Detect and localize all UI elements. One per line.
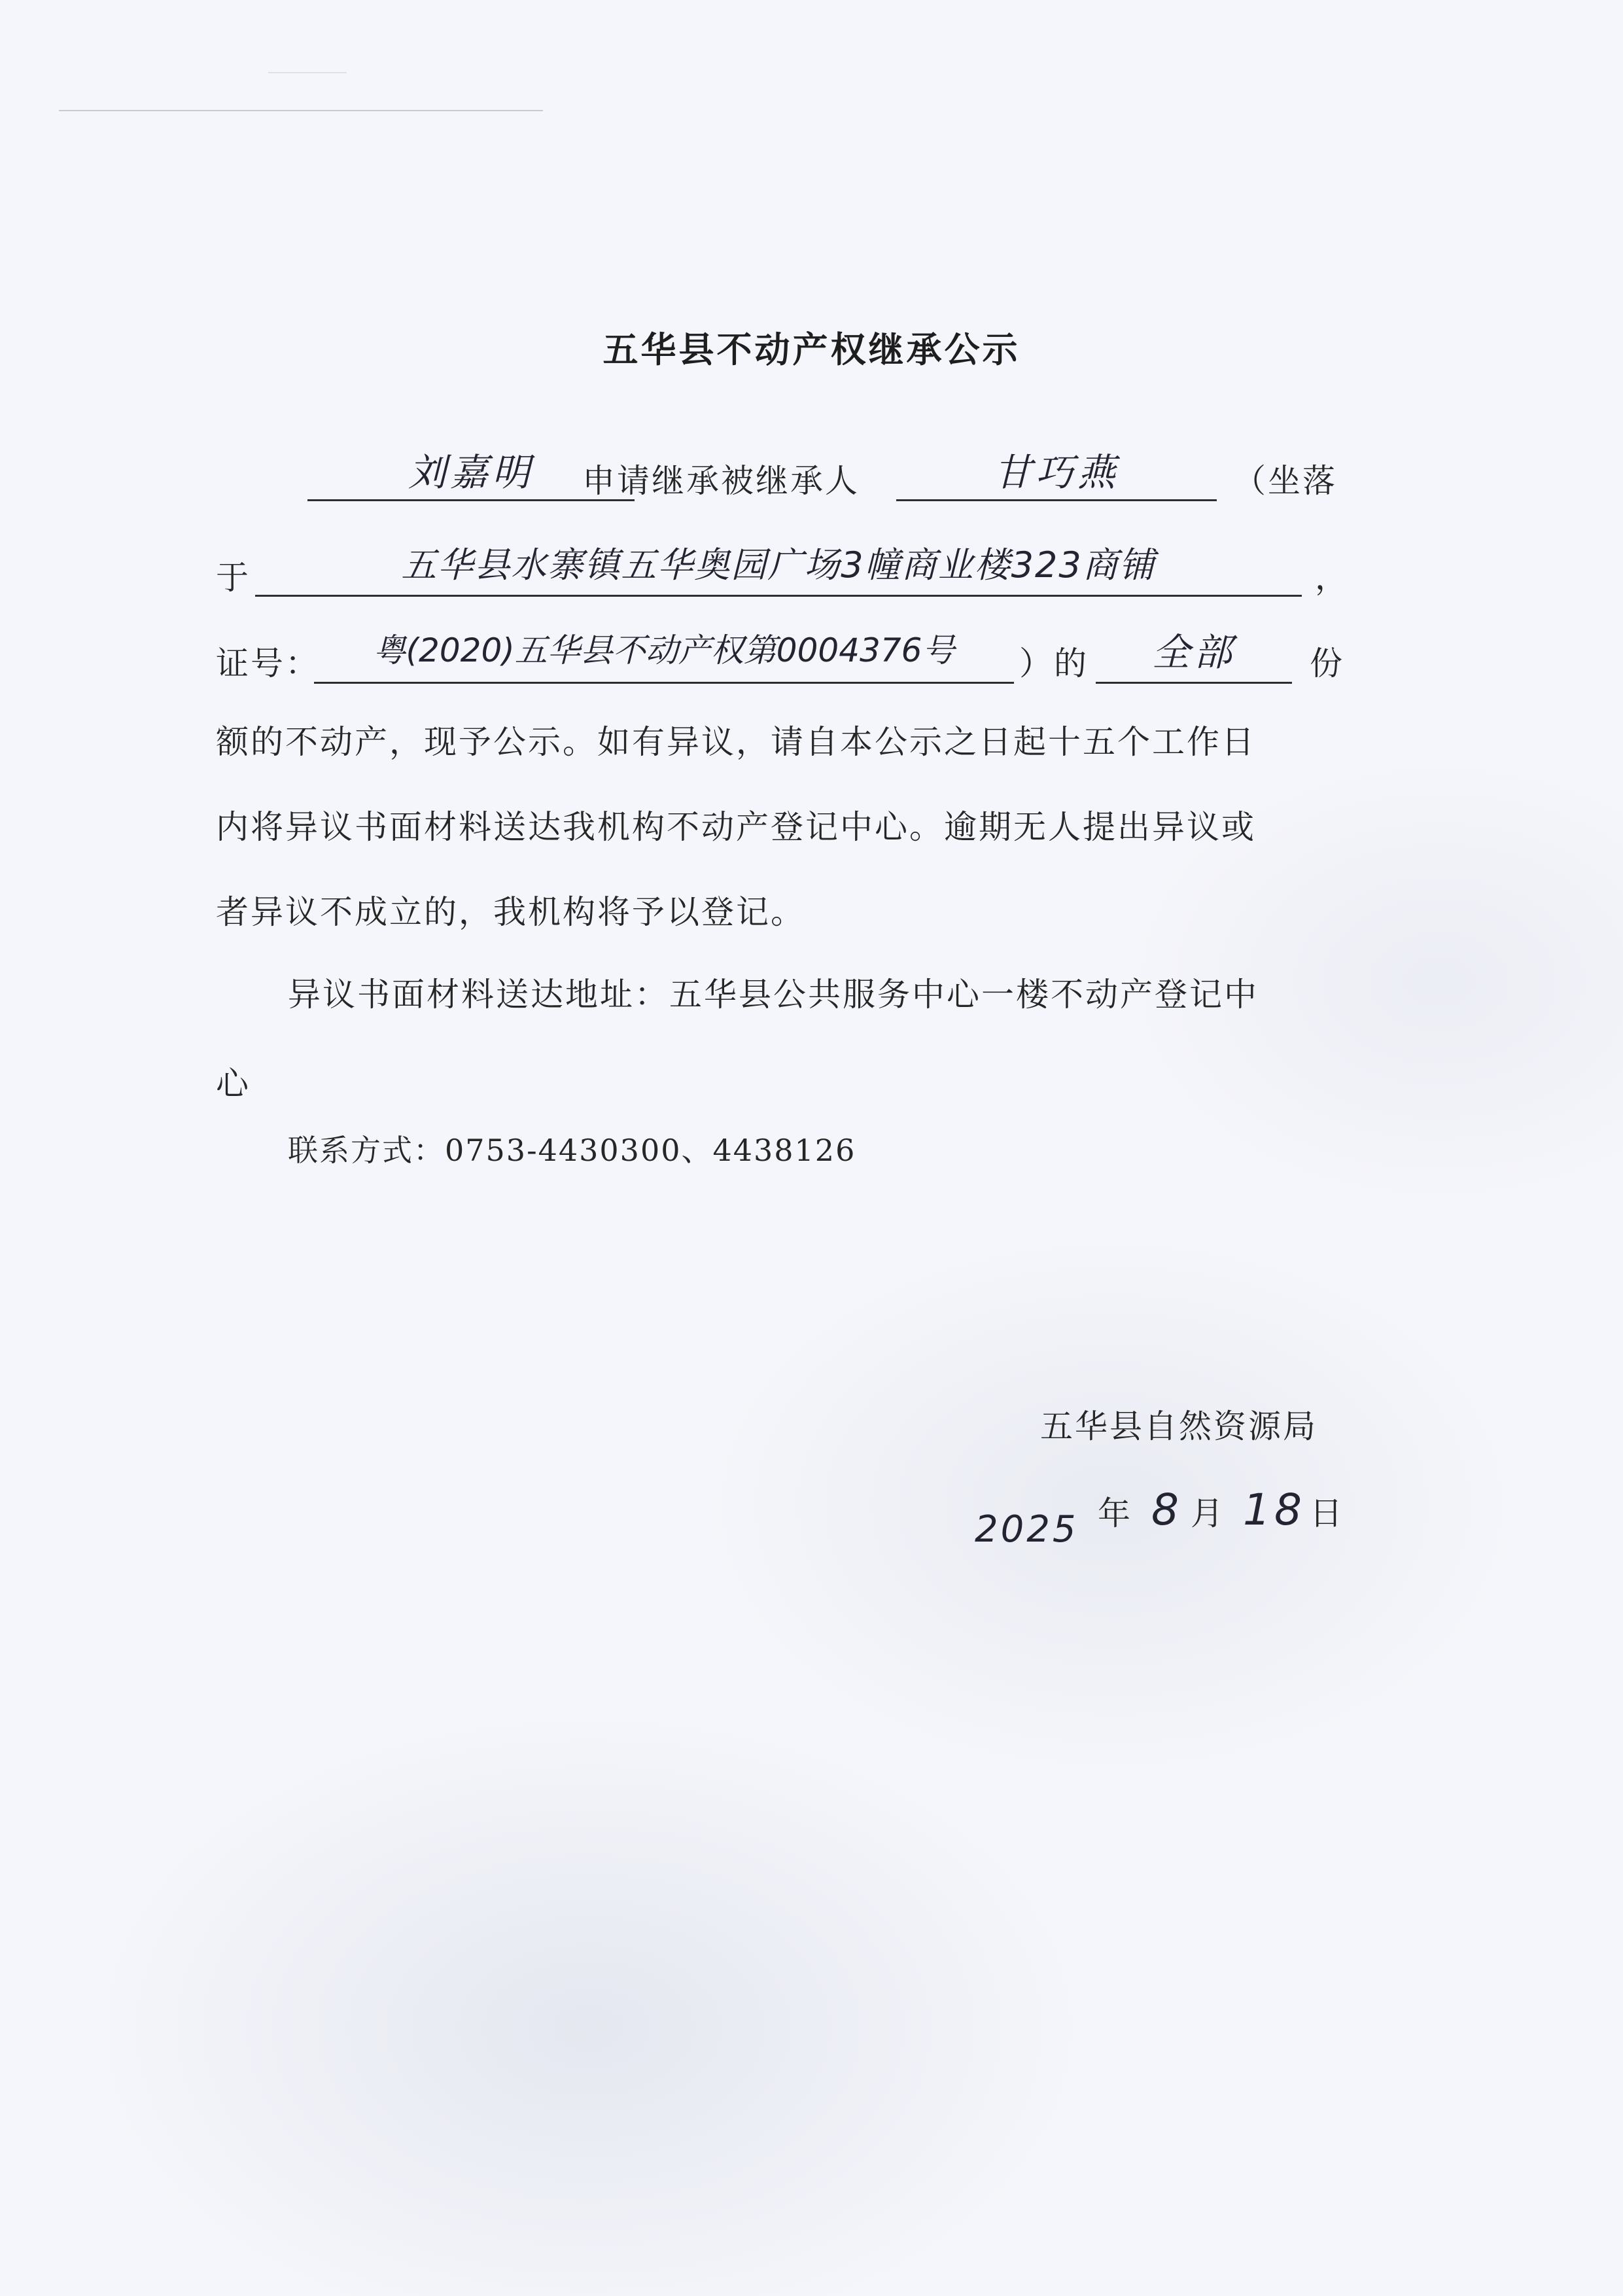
issue-date [975, 1475, 1348, 1554]
notice-title: 五华县不动产权继承公示 [602, 329, 1021, 370]
contact-info: 联系方式：0753-4430300、4438126 [288, 1133, 856, 1168]
objection-address-line-1: 异议书面材料送达地址：五华县公共服务中心一楼不动产登记中 [288, 976, 1259, 1014]
comma: ， [1315, 559, 1350, 597]
scan-artifact [59, 110, 543, 111]
date-month: 8 [1151, 1485, 1183, 1535]
text-close-of: ）的 [1019, 645, 1089, 682]
date-year: 2025 [975, 1508, 1079, 1551]
date-day: 18 [1243, 1485, 1306, 1535]
date-month-label: 月 [1191, 1494, 1225, 1532]
issuer-name: 五华县自然资源局 [1040, 1407, 1318, 1445]
text-cert-no: 证号： [216, 645, 320, 682]
text-fen: 份 [1310, 645, 1344, 682]
line-location [216, 533, 1348, 599]
text-located-open: （坐落 [1233, 462, 1337, 500]
paragraph-line-2: 额的不动产，现予公示。如有异议，请自本公示之日起十五个工作日 [216, 723, 1256, 761]
share-value: 全部 [1096, 622, 1292, 684]
applicant-name: 刘嘉明 [307, 442, 635, 501]
line-certificate [216, 622, 1348, 687]
paragraph-line-3: 内将异议书面材料送达我机构不动产登记中心。逾期无人提出异议或 [216, 808, 1256, 846]
objection-address-line-2: 心 [216, 1065, 251, 1103]
certificate-number: 粤(2020)五华县不动产权第0004376号 [314, 624, 1014, 684]
paragraph-line-4: 者异议不成立的，我机构将予以登记。 [216, 893, 805, 931]
date-day-label: 日 [1310, 1494, 1344, 1532]
text-apply: 申请继承被继承人 [582, 462, 860, 500]
deceased-name: 甘巧燕 [896, 442, 1217, 501]
text-at: 于 [216, 559, 251, 597]
location-value: 五华县水寨镇五华奥园广场3幢商业楼323商铺 [255, 537, 1302, 597]
date-year-label: 年 [1098, 1494, 1132, 1532]
line-applicant [216, 448, 1348, 514]
scan-artifact [268, 72, 347, 73]
